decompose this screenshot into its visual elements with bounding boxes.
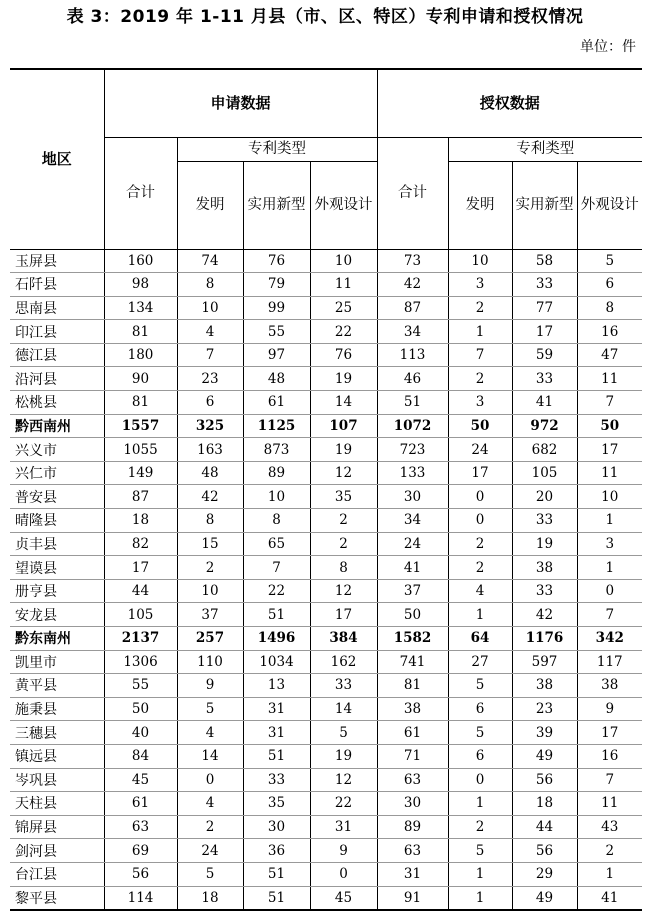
table-row bbox=[10, 862, 642, 886]
value-cell: 2 bbox=[448, 815, 512, 839]
region-name-cell: 台江县 bbox=[10, 862, 104, 886]
region-name-cell: 黎平县 bbox=[10, 886, 104, 910]
value-cell: 38 bbox=[512, 674, 577, 698]
value-cell: 384 bbox=[310, 627, 377, 651]
value-cell: 17 bbox=[577, 438, 642, 462]
value-cell: 30 bbox=[243, 815, 310, 839]
table-header bbox=[10, 69, 642, 249]
table-row bbox=[10, 438, 642, 462]
region-name-cell: 兴仁市 bbox=[10, 461, 104, 485]
region-name-cell: 德江县 bbox=[10, 343, 104, 367]
table-row bbox=[10, 461, 642, 485]
value-cell: 89 bbox=[377, 815, 448, 839]
value-cell: 33 bbox=[512, 509, 577, 533]
value-cell: 81 bbox=[377, 674, 448, 698]
value-cell: 18 bbox=[104, 509, 177, 533]
value-cell: 45 bbox=[104, 768, 177, 792]
value-cell: 14 bbox=[177, 744, 243, 768]
header-grant-design: 外观设计 bbox=[577, 161, 642, 249]
value-cell: 38 bbox=[377, 697, 448, 721]
value-cell: 5 bbox=[448, 721, 512, 745]
value-cell: 11 bbox=[310, 273, 377, 297]
value-cell: 117 bbox=[577, 650, 642, 674]
unit-label: 单位：件 bbox=[580, 39, 636, 55]
value-cell: 24 bbox=[377, 532, 448, 556]
value-cell: 34 bbox=[377, 320, 448, 344]
value-cell: 38 bbox=[577, 674, 642, 698]
region-name-cell: 册亨县 bbox=[10, 579, 104, 603]
value-cell: 16 bbox=[577, 744, 642, 768]
value-cell: 873 bbox=[243, 438, 310, 462]
value-cell: 9 bbox=[310, 839, 377, 863]
value-cell: 48 bbox=[177, 461, 243, 485]
table-title: 表 3：2019 年 1-11 月县（市、区、特区）专利申请和授权情况 bbox=[66, 7, 584, 27]
value-cell: 33 bbox=[512, 273, 577, 297]
value-cell: 113 bbox=[377, 343, 448, 367]
region-name-cell: 沿河县 bbox=[10, 367, 104, 391]
value-cell: 723 bbox=[377, 438, 448, 462]
value-cell: 51 bbox=[243, 886, 310, 910]
region-name-cell: 思南县 bbox=[10, 296, 104, 320]
value-cell: 4 bbox=[177, 721, 243, 745]
value-cell: 5 bbox=[577, 249, 642, 273]
value-cell: 3 bbox=[448, 273, 512, 297]
region-name-cell: 黄平县 bbox=[10, 674, 104, 698]
value-cell: 71 bbox=[377, 744, 448, 768]
header-apply-invention: 发明 bbox=[177, 161, 243, 249]
value-cell: 44 bbox=[512, 815, 577, 839]
table-row bbox=[10, 532, 642, 556]
value-cell: 14 bbox=[310, 391, 377, 415]
value-cell: 89 bbox=[243, 461, 310, 485]
value-cell: 56 bbox=[512, 839, 577, 863]
value-cell: 43 bbox=[577, 815, 642, 839]
table-row bbox=[10, 556, 642, 580]
table-row bbox=[10, 509, 642, 533]
table-row bbox=[10, 603, 642, 627]
value-cell: 1125 bbox=[243, 414, 310, 438]
value-cell: 30 bbox=[377, 485, 448, 509]
value-cell: 81 bbox=[104, 391, 177, 415]
value-cell: 56 bbox=[104, 862, 177, 886]
value-cell: 33 bbox=[243, 768, 310, 792]
value-cell: 49 bbox=[512, 886, 577, 910]
value-cell: 10 bbox=[177, 296, 243, 320]
value-cell: 7 bbox=[448, 343, 512, 367]
value-cell: 3 bbox=[448, 391, 512, 415]
value-cell: 2 bbox=[448, 556, 512, 580]
value-cell: 63 bbox=[377, 768, 448, 792]
value-cell: 33 bbox=[512, 367, 577, 391]
value-cell: 37 bbox=[177, 603, 243, 627]
region-name-cell: 三穗县 bbox=[10, 721, 104, 745]
value-cell: 1 bbox=[577, 509, 642, 533]
value-cell: 45 bbox=[310, 886, 377, 910]
value-cell: 1055 bbox=[104, 438, 177, 462]
value-cell: 27 bbox=[448, 650, 512, 674]
value-cell: 12 bbox=[310, 768, 377, 792]
value-cell: 180 bbox=[104, 343, 177, 367]
value-cell: 63 bbox=[377, 839, 448, 863]
value-cell: 61 bbox=[104, 792, 177, 816]
value-cell: 24 bbox=[177, 839, 243, 863]
value-cell: 11 bbox=[577, 461, 642, 485]
table-row bbox=[10, 744, 642, 768]
value-cell: 42 bbox=[177, 485, 243, 509]
value-cell: 46 bbox=[377, 367, 448, 391]
value-cell: 15 bbox=[177, 532, 243, 556]
value-cell: 5 bbox=[448, 674, 512, 698]
table-row bbox=[10, 886, 642, 910]
header-grant: 授权数据 bbox=[377, 69, 642, 137]
value-cell: 17 bbox=[104, 556, 177, 580]
value-cell: 17 bbox=[577, 721, 642, 745]
value-cell: 22 bbox=[310, 320, 377, 344]
region-name-cell: 剑河县 bbox=[10, 839, 104, 863]
value-cell: 134 bbox=[104, 296, 177, 320]
value-cell: 1 bbox=[448, 320, 512, 344]
value-cell: 79 bbox=[243, 273, 310, 297]
header-region: 地区 bbox=[10, 69, 104, 249]
value-cell: 4 bbox=[448, 579, 512, 603]
value-cell: 73 bbox=[377, 249, 448, 273]
value-cell: 0 bbox=[177, 768, 243, 792]
value-cell: 114 bbox=[104, 886, 177, 910]
value-cell: 10 bbox=[177, 579, 243, 603]
value-cell: 5 bbox=[177, 862, 243, 886]
value-cell: 20 bbox=[512, 485, 577, 509]
region-name-cell: 黔西南州 bbox=[10, 414, 104, 438]
value-cell: 23 bbox=[177, 367, 243, 391]
value-cell: 98 bbox=[104, 273, 177, 297]
value-cell: 50 bbox=[377, 603, 448, 627]
value-cell: 342 bbox=[577, 627, 642, 651]
value-cell: 41 bbox=[377, 556, 448, 580]
value-cell: 44 bbox=[104, 579, 177, 603]
value-cell: 31 bbox=[377, 862, 448, 886]
value-cell: 1306 bbox=[104, 650, 177, 674]
region-name-cell: 石阡县 bbox=[10, 273, 104, 297]
value-cell: 22 bbox=[310, 792, 377, 816]
value-cell: 51 bbox=[243, 744, 310, 768]
value-cell: 1176 bbox=[512, 627, 577, 651]
value-cell: 5 bbox=[310, 721, 377, 745]
value-cell: 33 bbox=[512, 579, 577, 603]
table-row bbox=[10, 414, 642, 438]
value-cell: 31 bbox=[243, 697, 310, 721]
header-apply-design: 外观设计 bbox=[310, 161, 377, 249]
region-name-cell: 天柱县 bbox=[10, 792, 104, 816]
region-name-cell: 施秉县 bbox=[10, 697, 104, 721]
header-apply-type: 专利类型 bbox=[177, 137, 377, 161]
value-cell: 50 bbox=[577, 414, 642, 438]
value-cell: 8 bbox=[577, 296, 642, 320]
header-grant-invention: 发明 bbox=[448, 161, 512, 249]
value-cell: 90 bbox=[104, 367, 177, 391]
table-row bbox=[10, 815, 642, 839]
value-cell: 1 bbox=[448, 886, 512, 910]
value-cell: 163 bbox=[177, 438, 243, 462]
value-cell: 2 bbox=[448, 532, 512, 556]
value-cell: 76 bbox=[310, 343, 377, 367]
region-name-cell: 兴义市 bbox=[10, 438, 104, 462]
value-cell: 55 bbox=[243, 320, 310, 344]
value-cell: 4 bbox=[177, 320, 243, 344]
value-cell: 0 bbox=[448, 768, 512, 792]
value-cell: 2 bbox=[177, 556, 243, 580]
value-cell: 76 bbox=[243, 249, 310, 273]
value-cell: 31 bbox=[243, 721, 310, 745]
value-cell: 17 bbox=[310, 603, 377, 627]
value-cell: 69 bbox=[104, 839, 177, 863]
value-cell: 18 bbox=[512, 792, 577, 816]
region-name-cell: 晴隆县 bbox=[10, 509, 104, 533]
value-cell: 61 bbox=[243, 391, 310, 415]
value-cell: 33 bbox=[310, 674, 377, 698]
value-cell: 25 bbox=[310, 296, 377, 320]
region-name-cell: 贞丰县 bbox=[10, 532, 104, 556]
value-cell: 16 bbox=[577, 320, 642, 344]
table-row bbox=[10, 343, 642, 367]
value-cell: 257 bbox=[177, 627, 243, 651]
table-row bbox=[10, 627, 642, 651]
value-cell: 1 bbox=[577, 556, 642, 580]
value-cell: 51 bbox=[243, 603, 310, 627]
table-row bbox=[10, 249, 642, 273]
table-row bbox=[10, 367, 642, 391]
value-cell: 7 bbox=[577, 391, 642, 415]
region-name-cell: 岑巩县 bbox=[10, 768, 104, 792]
value-cell: 2 bbox=[448, 296, 512, 320]
table-row bbox=[10, 674, 642, 698]
value-cell: 2 bbox=[310, 532, 377, 556]
value-cell: 149 bbox=[104, 461, 177, 485]
value-cell: 5 bbox=[177, 697, 243, 721]
header-apply-utility: 实用新型 bbox=[243, 161, 310, 249]
value-cell: 34 bbox=[377, 509, 448, 533]
table-row bbox=[10, 697, 642, 721]
value-cell: 7 bbox=[243, 556, 310, 580]
value-cell: 0 bbox=[448, 509, 512, 533]
value-cell: 3 bbox=[577, 532, 642, 556]
value-cell: 6 bbox=[177, 391, 243, 415]
value-cell: 6 bbox=[448, 744, 512, 768]
value-cell: 64 bbox=[448, 627, 512, 651]
value-cell: 82 bbox=[104, 532, 177, 556]
value-cell: 741 bbox=[377, 650, 448, 674]
value-cell: 1072 bbox=[377, 414, 448, 438]
value-cell: 9 bbox=[177, 674, 243, 698]
region-name-cell: 黔东南州 bbox=[10, 627, 104, 651]
value-cell: 17 bbox=[512, 320, 577, 344]
value-cell: 5 bbox=[448, 839, 512, 863]
value-cell: 56 bbox=[512, 768, 577, 792]
value-cell: 47 bbox=[577, 343, 642, 367]
value-cell: 160 bbox=[104, 249, 177, 273]
value-cell: 50 bbox=[104, 697, 177, 721]
value-cell: 105 bbox=[104, 603, 177, 627]
value-cell: 0 bbox=[448, 485, 512, 509]
header-grant-total: 合计 bbox=[377, 137, 448, 249]
header-grant-utility: 实用新型 bbox=[512, 161, 577, 249]
value-cell: 13 bbox=[243, 674, 310, 698]
table-row bbox=[10, 792, 642, 816]
region-name-cell: 印江县 bbox=[10, 320, 104, 344]
value-cell: 58 bbox=[512, 249, 577, 273]
value-cell: 19 bbox=[512, 532, 577, 556]
value-cell: 597 bbox=[512, 650, 577, 674]
value-cell: 50 bbox=[448, 414, 512, 438]
table-row bbox=[10, 579, 642, 603]
value-cell: 6 bbox=[448, 697, 512, 721]
region-name-cell: 锦屏县 bbox=[10, 815, 104, 839]
value-cell: 23 bbox=[512, 697, 577, 721]
value-cell: 63 bbox=[104, 815, 177, 839]
value-cell: 1582 bbox=[377, 627, 448, 651]
value-cell: 11 bbox=[577, 792, 642, 816]
value-cell: 7 bbox=[577, 768, 642, 792]
value-cell: 84 bbox=[104, 744, 177, 768]
value-cell: 51 bbox=[243, 862, 310, 886]
value-cell: 49 bbox=[512, 744, 577, 768]
value-cell: 91 bbox=[377, 886, 448, 910]
value-cell: 61 bbox=[377, 721, 448, 745]
value-cell: 1 bbox=[448, 603, 512, 627]
value-cell: 37 bbox=[377, 579, 448, 603]
value-cell: 0 bbox=[310, 862, 377, 886]
table-row bbox=[10, 650, 642, 674]
value-cell: 35 bbox=[243, 792, 310, 816]
value-cell: 2 bbox=[177, 815, 243, 839]
value-cell: 972 bbox=[512, 414, 577, 438]
value-cell: 17 bbox=[448, 461, 512, 485]
value-cell: 105 bbox=[512, 461, 577, 485]
value-cell: 12 bbox=[310, 461, 377, 485]
table-row bbox=[10, 296, 642, 320]
table-row bbox=[10, 273, 642, 297]
value-cell: 30 bbox=[377, 792, 448, 816]
value-cell: 19 bbox=[310, 744, 377, 768]
header-apply: 申请数据 bbox=[104, 69, 377, 137]
value-cell: 36 bbox=[243, 839, 310, 863]
table-row bbox=[10, 320, 642, 344]
table-row bbox=[10, 721, 642, 745]
value-cell: 2 bbox=[577, 839, 642, 863]
value-cell: 14 bbox=[310, 697, 377, 721]
region-name-cell: 安龙县 bbox=[10, 603, 104, 627]
value-cell: 74 bbox=[177, 249, 243, 273]
region-name-cell: 松桃县 bbox=[10, 391, 104, 415]
value-cell: 18 bbox=[177, 886, 243, 910]
value-cell: 1 bbox=[448, 862, 512, 886]
value-cell: 97 bbox=[243, 343, 310, 367]
region-name-cell: 望谟县 bbox=[10, 556, 104, 580]
value-cell: 325 bbox=[177, 414, 243, 438]
value-cell: 31 bbox=[310, 815, 377, 839]
value-cell: 107 bbox=[310, 414, 377, 438]
value-cell: 2 bbox=[448, 367, 512, 391]
value-cell: 2 bbox=[310, 509, 377, 533]
value-cell: 35 bbox=[310, 485, 377, 509]
value-cell: 7 bbox=[577, 603, 642, 627]
value-cell: 41 bbox=[512, 391, 577, 415]
value-cell: 2137 bbox=[104, 627, 177, 651]
value-cell: 10 bbox=[448, 249, 512, 273]
value-cell: 77 bbox=[512, 296, 577, 320]
value-cell: 162 bbox=[310, 650, 377, 674]
value-cell: 8 bbox=[310, 556, 377, 580]
value-cell: 10 bbox=[577, 485, 642, 509]
value-cell: 51 bbox=[377, 391, 448, 415]
value-cell: 38 bbox=[512, 556, 577, 580]
value-cell: 682 bbox=[512, 438, 577, 462]
value-cell: 19 bbox=[310, 367, 377, 391]
table-body bbox=[10, 249, 642, 910]
value-cell: 41 bbox=[577, 886, 642, 910]
value-cell: 39 bbox=[512, 721, 577, 745]
value-cell: 9 bbox=[577, 697, 642, 721]
table-row bbox=[10, 768, 642, 792]
value-cell: 1 bbox=[448, 792, 512, 816]
value-cell: 12 bbox=[310, 579, 377, 603]
value-cell: 10 bbox=[243, 485, 310, 509]
region-name-cell: 玉屏县 bbox=[10, 249, 104, 273]
value-cell: 42 bbox=[512, 603, 577, 627]
value-cell: 87 bbox=[104, 485, 177, 509]
value-cell: 65 bbox=[243, 532, 310, 556]
value-cell: 110 bbox=[177, 650, 243, 674]
value-cell: 1557 bbox=[104, 414, 177, 438]
table-row bbox=[10, 485, 642, 509]
value-cell: 42 bbox=[377, 273, 448, 297]
table-row bbox=[10, 391, 642, 415]
value-cell: 8 bbox=[177, 509, 243, 533]
value-cell: 81 bbox=[104, 320, 177, 344]
value-cell: 87 bbox=[377, 296, 448, 320]
region-name-cell: 凯里市 bbox=[10, 650, 104, 674]
value-cell: 19 bbox=[310, 438, 377, 462]
value-cell: 11 bbox=[577, 367, 642, 391]
value-cell: 59 bbox=[512, 343, 577, 367]
patent-table bbox=[10, 68, 642, 911]
value-cell: 1 bbox=[577, 862, 642, 886]
value-cell: 7 bbox=[177, 343, 243, 367]
region-name-cell: 普安县 bbox=[10, 485, 104, 509]
value-cell: 6 bbox=[577, 273, 642, 297]
header-apply-total: 合计 bbox=[104, 137, 177, 249]
value-cell: 0 bbox=[577, 579, 642, 603]
value-cell: 22 bbox=[243, 579, 310, 603]
value-cell: 48 bbox=[243, 367, 310, 391]
value-cell: 10 bbox=[310, 249, 377, 273]
value-cell: 55 bbox=[104, 674, 177, 698]
value-cell: 24 bbox=[448, 438, 512, 462]
value-cell: 1496 bbox=[243, 627, 310, 651]
value-cell: 29 bbox=[512, 862, 577, 886]
value-cell: 8 bbox=[243, 509, 310, 533]
value-cell: 99 bbox=[243, 296, 310, 320]
value-cell: 4 bbox=[177, 792, 243, 816]
value-cell: 8 bbox=[177, 273, 243, 297]
table-row bbox=[10, 839, 642, 863]
value-cell: 133 bbox=[377, 461, 448, 485]
region-name-cell: 镇远县 bbox=[10, 744, 104, 768]
value-cell: 1034 bbox=[243, 650, 310, 674]
header-grant-type: 专利类型 bbox=[448, 137, 642, 161]
value-cell: 40 bbox=[104, 721, 177, 745]
